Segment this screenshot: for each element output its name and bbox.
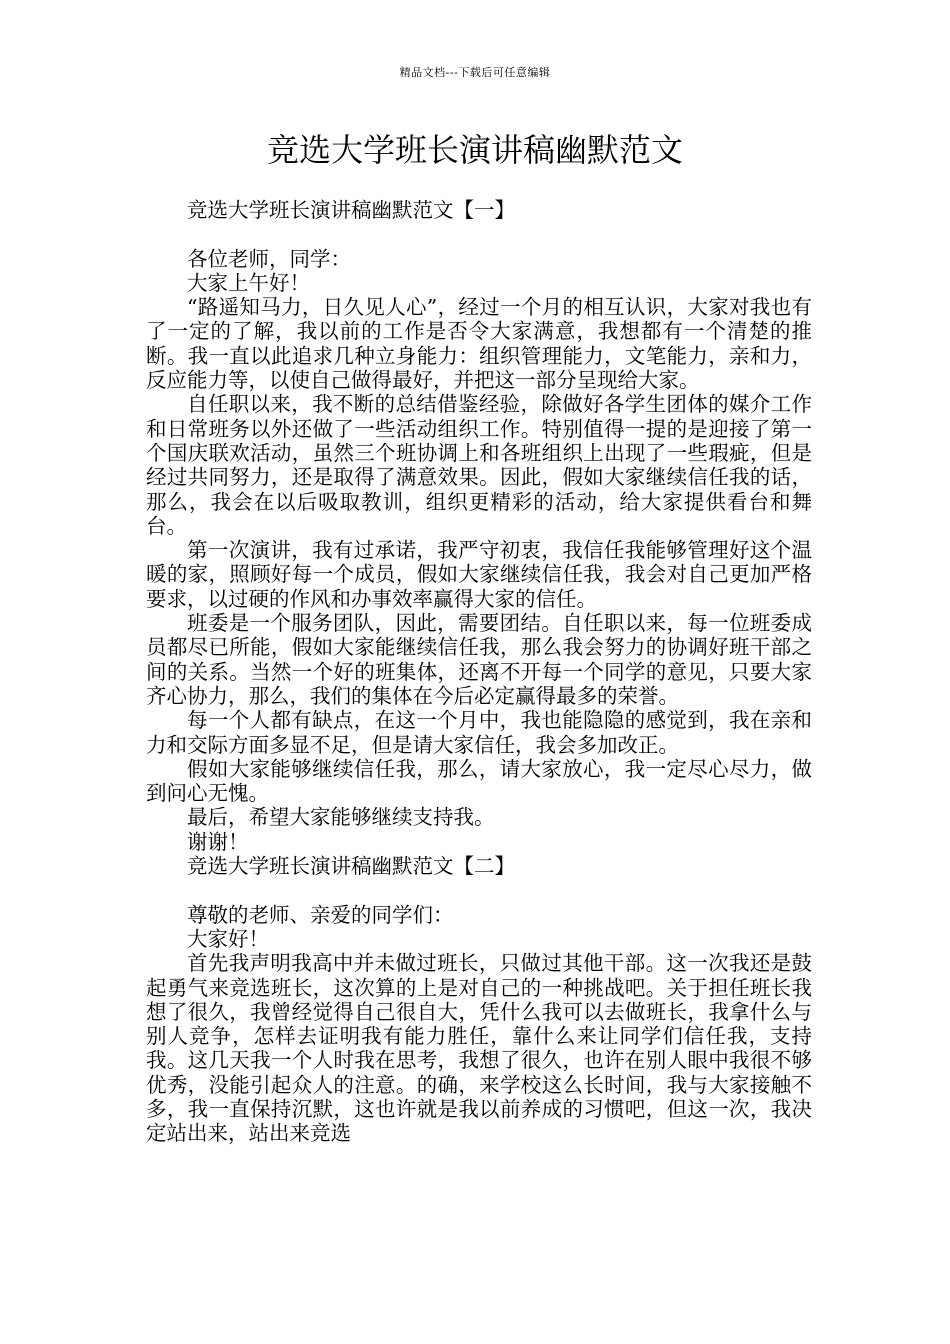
- section-heading-1: 竞选大学班长演讲稿幽默范文【一】: [187, 198, 515, 222]
- paragraph: 大家好！: [187, 926, 269, 951]
- paragraph: 第一次演讲，我有过承诺，我严守初衷，我信任我能够管理好这个温暖的家，照顾好每一个成员，假如大家继续信任我，我会对自己更加严格要求，以过硬的作风和办事效率赢得大家的信任。: [146, 538, 812, 611]
- header-note: 精品文档---下载后可任意编辑: [399, 66, 551, 79]
- paragraph: 谢谢！: [187, 829, 249, 854]
- paragraph: 班委是一个服务团队，因此，需要团结。自任职以来，每一位班委成员都尽已所能，假如大家能继续信任我，那么我会努力的协调好班干部之间的关系。当然一个好的班集体，还离不开每一个同学的意见，只要大家齐心协力，那么，我们的集体在今后必定赢得最多的荣誉。: [146, 611, 812, 708]
- section-heading-2: 竞选大学班长演讲稿幽默范文【二】: [187, 854, 515, 879]
- paragraph: 最后，希望大家能够继续支持我。: [187, 805, 495, 830]
- paragraph: 首先我声明我高中并未做过班长，只做过其他干部。这一次我还是鼓起勇气来竞选班长，这次算的上是对自己的一种挑战吧。关于担任班长我想了很久，我曾经觉得自己很自大，凭什么我可以去做班长，我拿什么与别人竞争，怎样去证明我有能力胜任，靠什么来让同学们信任我，支持我。这几天我一个人时我在思考，我想了很久，也许在别人眼中我很不够优秀，没能引起众人的注意。的确，来学校这么长时间，我与大家接触不多，我一直保持沉默，这也许就是我以前养成的习惯吧，但这一次，我决定站出来，站出来竞选: [146, 951, 812, 1146]
- paragraph: 自任职以来，我不断的总结借鉴经验，除做好各学生团体的媒介工作和日常班务以外还做了一些活动组织工作。特别值得一提的是迎接了第一个国庆联欢活动，虽然三个班协调上和各班组织上出现了一些瑕疵，但是经过共同努力，还是取得了满意效果。因此，假如大家继续信任我的话，那么，我会在以后吸取教训，组织更精彩的活动，给大家提供看台和舞台。: [146, 392, 812, 538]
- document-title: 竞选大学班长演讲稿幽默范文: [266, 131, 683, 169]
- paragraph: 每一个人都有缺点，在这一个月中，我也能隐隐的感觉到，我在亲和力和交际方面多显不足，但是请大家信任，我会多加改正。: [146, 708, 812, 757]
- paragraph: 大家上午好！: [187, 270, 310, 295]
- paragraph: 各位老师，同学：: [187, 246, 351, 271]
- paragraph: “路遥知马力，日久见人心”，经过一个月的相互认识，大家对我也有了一定的了解，我以前的工作是否令大家满意，我想都有一个清楚的推断。我一直以此追求几种立身能力：组织管理能力，文笔能力，亲和力，反应能力等，以使自己做得最好，并把这一部分呈现给大家。: [146, 295, 812, 393]
- document-body: [146, 198, 812, 1146]
- paragraph: 假如大家能够继续信任我，那么，请大家放心，我一定尽心尽力，做到问心无愧。: [146, 756, 812, 806]
- paragraph: 尊敬的老师、亲爱的同学们：: [187, 902, 454, 927]
